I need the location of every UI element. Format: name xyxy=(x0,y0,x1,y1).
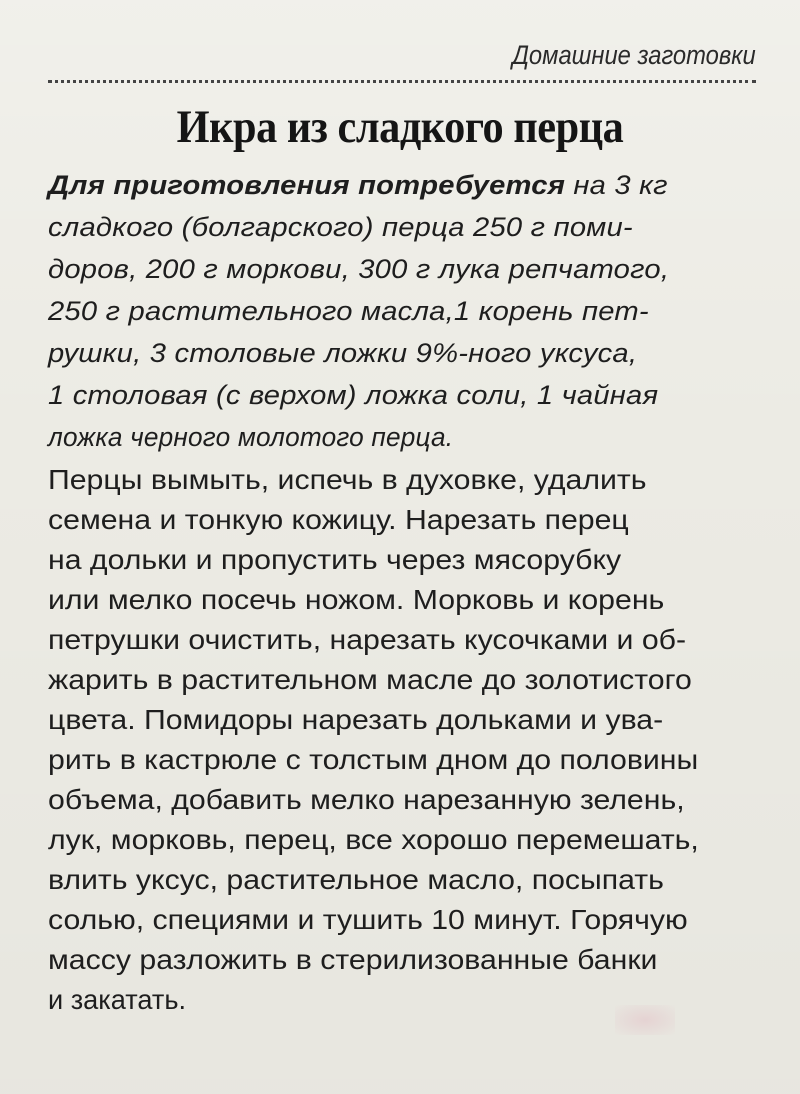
instructions-line: жарить в растительном масле до золотистого xyxy=(48,664,692,695)
instructions-line: объема, добавить мелко нарезанную зелень, xyxy=(48,784,685,815)
ingredients-line: ложка черного молотого перца. xyxy=(48,422,454,452)
paper-stain xyxy=(615,1005,675,1035)
ingredients-lead: Для приготовления потребуется xyxy=(48,170,566,200)
instructions-line: влить уксус, растительное масло, посыпать xyxy=(48,864,664,895)
instructions-line: семена и тонкую кожицу. Нарезать перец xyxy=(48,504,629,535)
ingredients-line: 1 столовая (с верхом) ложка соли, 1 чайная xyxy=(48,380,659,410)
ingredients-line: сладкого (болгарского) перца 250 г поми- xyxy=(48,212,633,242)
instructions-line: цвета. Помидоры нарезать дольками и ува- xyxy=(48,704,664,735)
instructions-line: и закатать. xyxy=(48,984,187,1015)
instructions-line: массу разложить в стерилизованные банки xyxy=(48,944,658,975)
instructions-line: петрушки очистить, нарезать кусочками и об- xyxy=(48,624,687,655)
instructions-line: на дольки и пропустить через мясорубку xyxy=(48,544,622,575)
ingredients-text: на 3 кг xyxy=(565,170,668,200)
instructions-line: лук, морковь, перец, все хорошо перемешать, xyxy=(48,824,699,855)
instructions-line: рить в кастрюле с толстым дном до половины xyxy=(48,744,699,775)
ingredients-line: доров, 200 г моркови, 300 г лука репчатого, xyxy=(48,254,670,284)
article-title: Икра из сладкого перца xyxy=(176,101,624,153)
ingredients-line xyxy=(48,164,800,206)
instructions-line: или мелко посечь ножом. Морковь и корень xyxy=(48,584,665,615)
instructions-line: Перцы вымыть, испечь в духовке, удалить xyxy=(48,464,647,495)
ingredients-line: 250 г растительного масла,1 корень пет- xyxy=(48,296,649,326)
instructions-line: солью, специями и тушить 10 минут. Горячую xyxy=(48,904,688,935)
ingredients-line: рушки, 3 столовые ложки 9%-ного уксуса, xyxy=(48,338,638,368)
section-label: Домашние заготовки xyxy=(512,40,756,70)
ingredients-paragraph xyxy=(48,164,760,458)
instructions-paragraph xyxy=(48,460,760,1020)
dotted-divider xyxy=(48,80,756,83)
